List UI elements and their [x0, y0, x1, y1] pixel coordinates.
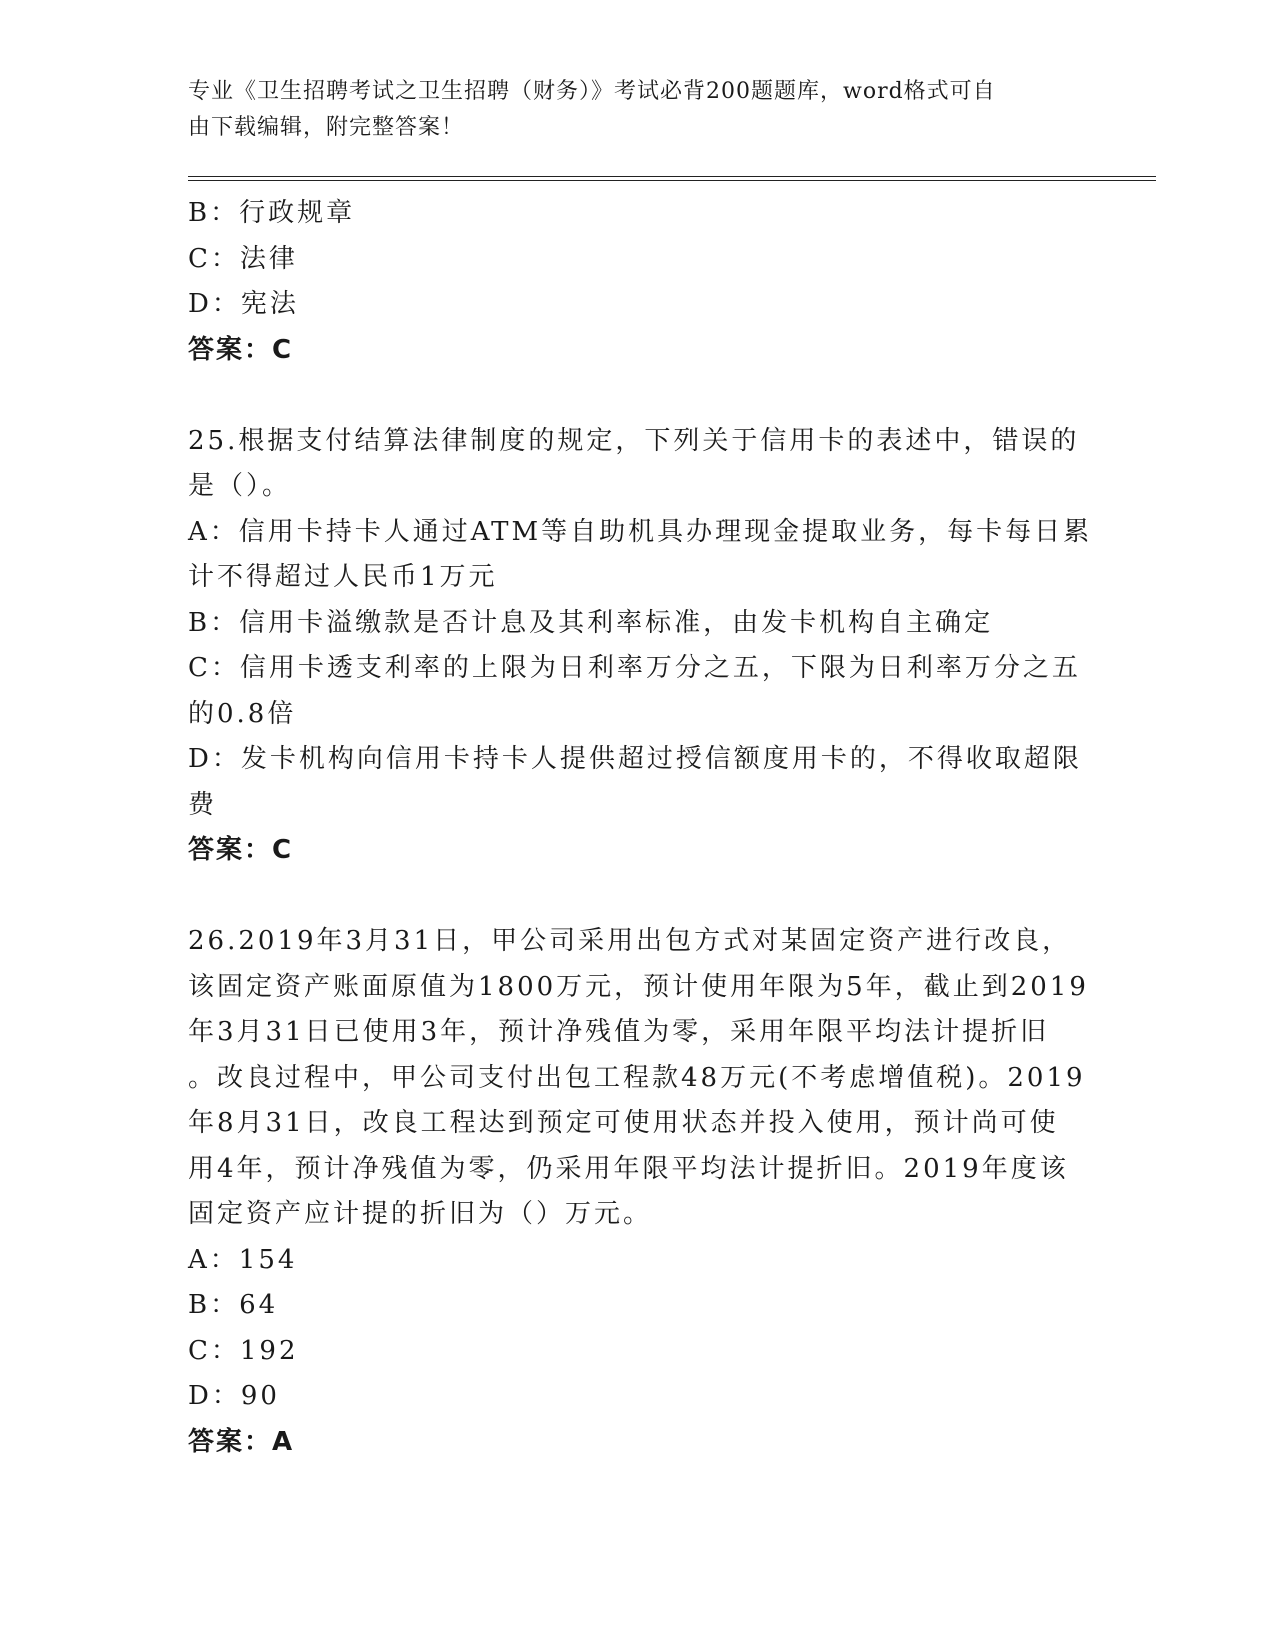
question-stem: 25.根据支付结算法律制度的规定，下列关于信用卡的表述中，错误的 — [188, 425, 1080, 456]
question-stem: 年3月31日已使用3年，预计净残值为零，采用年限平均法计提折旧 — [188, 1017, 1050, 1047]
spacer — [188, 373, 1088, 419]
answer: 答案：C — [188, 334, 294, 365]
option-c: C：信用卡透支利率的上限为日利率万分之五，下限为日利率万分之五 — [188, 653, 1081, 683]
question-content — [188, 191, 1093, 1465]
question-stem: 26.2019年3月31日，甲公司采用出包方式对某固定资产进行改良， — [188, 926, 1072, 956]
option-a: A：154 — [188, 1244, 298, 1275]
option-b: B：行政规章 — [188, 198, 356, 228]
option-b: B：64 — [188, 1290, 279, 1320]
question-stem: 固定资产应计提的折旧为（）万元。 — [188, 1199, 653, 1229]
header-double-rule — [188, 176, 1156, 181]
document-header — [188, 74, 1068, 146]
option-c: 的0.8倍 — [188, 698, 297, 729]
option-b: B：信用卡溢缴款是否计息及其利率标准，由发卡机构自主确定 — [188, 607, 994, 638]
question-25 — [188, 419, 1093, 874]
question-stem: 是（）。 — [188, 471, 292, 501]
question-24-tail — [188, 191, 1088, 373]
option-d: 费 — [188, 789, 218, 820]
header-line-2: 由下载编辑，附完整答案！ — [188, 115, 465, 140]
question-26 — [188, 919, 1088, 1465]
question-stem: 年8月31日，改良工程达到预定可使用状态并投入使用，预计尚可使 — [188, 1108, 1059, 1138]
option-d: D：90 — [188, 1381, 280, 1411]
option-a: A：信用卡持卡人通过ATM等自助机具办理现金提取业务，每卡每日累 — [188, 516, 1093, 547]
answer: 答案：C — [188, 835, 294, 865]
header-line-1: 专业《卫生招聘考试之卫生招聘（财务）》考试必背200题题库，word格式可自 — [188, 79, 996, 104]
answer: 答案：A — [188, 1426, 295, 1457]
option-a: 计不得超过人民币1万元 — [188, 562, 498, 592]
question-stem: 用4年，预计净残值为零，仍采用年限平均法计提折旧。2019年度该 — [188, 1153, 1069, 1184]
option-c: C：法律 — [188, 243, 298, 274]
question-stem: 。改良过程中，甲公司支付出包工程款48万元(不考虑增值税)。2019 — [188, 1062, 1086, 1093]
option-c: C：192 — [188, 1335, 299, 1366]
question-stem: 该固定资产账面原值为1800万元，预计使用年限为5年，截止到2019 — [188, 971, 1089, 1002]
option-d: D：发卡机构向信用卡持卡人提供超过授信额度用卡的，不得收取超限 — [188, 744, 1082, 774]
option-d: D：宪法 — [188, 289, 299, 319]
spacer — [188, 874, 1088, 920]
